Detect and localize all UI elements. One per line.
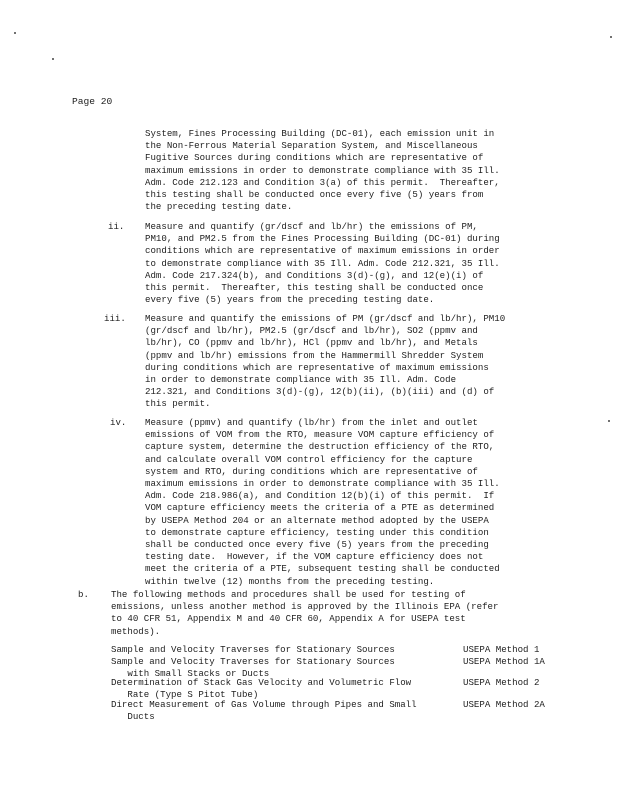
scan-speck: [610, 36, 612, 38]
method-reference: USEPA Method 2A: [463, 699, 545, 710]
page-number: Page 20: [72, 96, 113, 107]
scan-speck: [52, 58, 54, 60]
method-reference: USEPA Method 1: [463, 644, 540, 655]
method-name: Determination of Stack Gas Velocity and Volumetric Flow Rate (Type S Pitot Tube): [111, 677, 412, 701]
item-iv-paragraph: Measure (ppmv) and quantify (lb/hr) from the inlet and outlet emissions of VOM from the RTO, measure VOM capture efficiency of capture system, determine the destruction efficiency of the RTO, and calculate overall VOM control efficiency for the capture system and RTO, during conditions which are representative of maximum emissions in order to demonstrate compliance with 35 Ill. Adm. Code 218.986(a), and Condition 12(b)(i) of this permit. If VOM capture efficiency meets the criteria of a PTE as determined by USEPA Method 204 or an alternate method adopted by the USEPA to demonstrate capture efficiency, testing under this condition shall be conducted once every five (5) years from the preceding testing date. However, if the VOM capture efficiency does not meet the criteria of a PTE, subsequent testing shall be conducted within twelve (12) months from the preceding testing.: [145, 417, 500, 587]
item-iv-marker: iv.: [110, 417, 127, 428]
item-ii-paragraph: Measure and quantify (gr/dscf and lb/hr) the emissions of PM, PM10, and PM2.5 from the Fines Processing Building (DC-01) during conditions which are representative of maximum emissions in order to demonstrate compliance with 35 Ill. Adm. Code 212.321, 35 Ill. Adm. Code 217.324(b), and Conditions 3(d)-(g), and 12(e)(i) of this permit. Thereafter, this testing shall be conducted once every five (5) years from the preceding testing date.: [145, 221, 500, 306]
scan-speck: [14, 32, 16, 34]
method-name: Direct Measurement of Gas Volume through Pipes and Small Ducts: [111, 699, 417, 723]
method-name: Sample and Velocity Traverses for Stationary Sources: [111, 644, 395, 655]
section-b-paragraph: The following methods and procedures shall be used for testing of emissions, unless another method is approved by the Illinois EPA (refer to 40 CFR 51, Appendix M and 40 CFR 60, Appendix A for USEPA test methods).: [111, 589, 499, 637]
method-name: Sample and Velocity Traverses for Stationary Sources with Small Stacks or Ducts: [111, 656, 395, 680]
scan-speck: [608, 420, 610, 422]
item-iii-paragraph: Measure and quantify the emissions of PM (gr/dscf and lb/hr), PM10 (gr/dscf and lb/hr), PM2.5 (gr/dscf and lb/hr), SO2 (ppmv and lb/hr), CO (ppmv and lb/hr), HCl (ppmv and lb/hr), and Metals (ppmv and lb/hr) emissions from the Hammermill Shredder System during conditions which are representative of maximum emissions in order to demonstrate compliance with 35 Ill. Adm. Code 212.321, and Conditions 3(d)-(g), 12(b)(ii), (b)(iii) and (d) of this permit.: [145, 313, 506, 410]
method-reference: USEPA Method 1A: [463, 656, 545, 667]
intro-continuation-paragraph: System, Fines Processing Building (DC-01), each emission unit in the Non-Ferrous Material Separation System, and Miscellaneous Fugitive Sources during conditions which are representative of maximum emissions in order to demonstrate compliance with 35 Ill. Adm. Code 212.123 and Condition 3(a) of this permit. Thereafter, this testing shall be conducted once every five (5) years from the preceding testing date.: [145, 128, 500, 213]
section-b-marker: b.: [78, 589, 89, 600]
item-ii-marker: ii.: [108, 221, 125, 232]
method-reference: USEPA Method 2: [463, 677, 540, 688]
item-iii-marker: iii.: [104, 313, 126, 324]
